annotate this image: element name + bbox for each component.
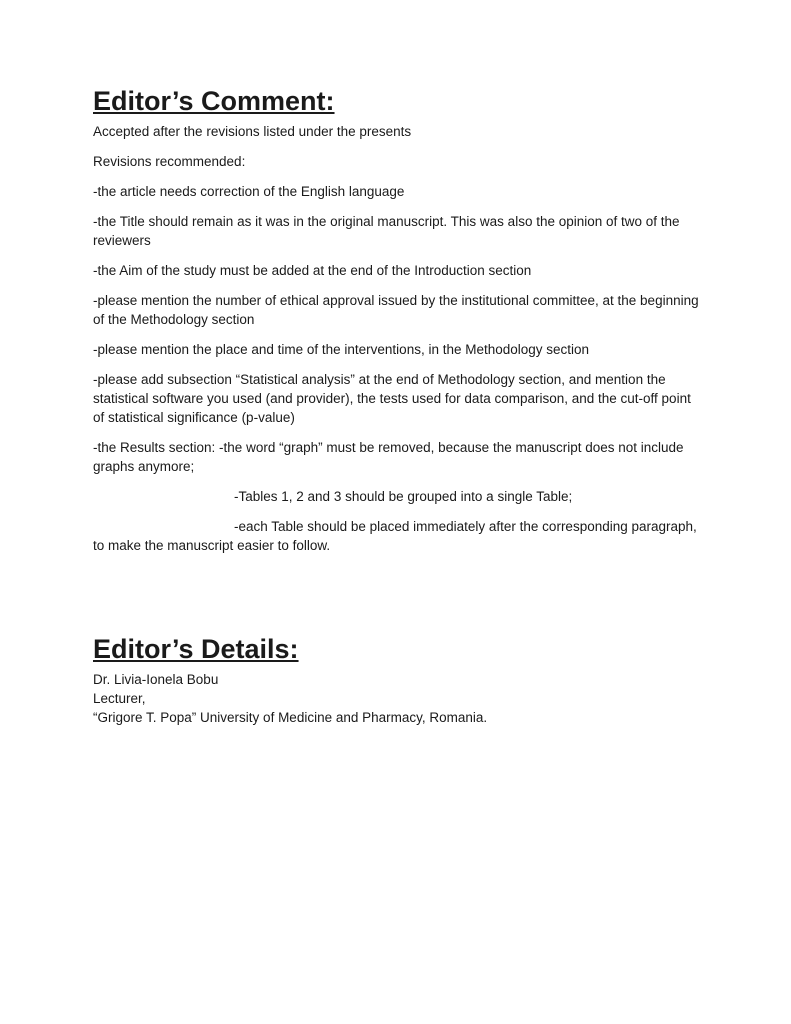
editors-comment-heading: Editor’s Comment: (93, 86, 335, 116)
paragraph-accepted: Accepted after the revisions listed under the presents (93, 124, 412, 139)
editor-affiliation: “Grigore T. Popa” University of Medicine and Pharmacy, Romania. (93, 710, 488, 725)
editors-details-heading: Editor’s Details: (93, 634, 299, 664)
paragraph-aim-of-study: -the Aim of the study must be added at the end of the Introduction section (93, 263, 532, 278)
paragraph-revisions-recommended: Revisions recommended: (93, 154, 246, 169)
paragraph-table-placement: -each Table should be placed immediately after the corresponding paragraph, to make the manuscript easier to follow. (93, 519, 697, 553)
paragraph-tables-grouped: -Tables 1, 2 and 3 should be grouped into a single Table; (234, 489, 573, 504)
editor-title: Lecturer, (93, 691, 146, 706)
section-gap (93, 566, 699, 640)
editor-name: Dr. Livia-Ionela Bobu (93, 672, 219, 687)
editor-details-block (93, 670, 699, 727)
paragraph-title-remain: -the Title should remain as it was in the original manuscript. This was also the opinion of two of the reviewers (93, 214, 680, 248)
paragraph-place-and-time: -please mention the place and time of the interventions, in the Methodology section (93, 342, 590, 357)
paragraph-ethical-approval: -please mention the number of ethical approval issued by the institutional committee, at the beginning of the Methodology section (93, 293, 699, 327)
paragraph-statistical-analysis: -please add subsection “Statistical analysis” at the end of Methodology section, and mention the statistical software you used (and provider), the tests used for data comparison, and the cut-off point of statistical significance (p-value) (93, 372, 691, 425)
paragraph-results-section: -the Results section: -the word “graph” must be removed, because the manuscript does not include graphs anymore; (93, 440, 684, 474)
paragraph-english-language: -the article needs correction of the English language (93, 184, 405, 199)
